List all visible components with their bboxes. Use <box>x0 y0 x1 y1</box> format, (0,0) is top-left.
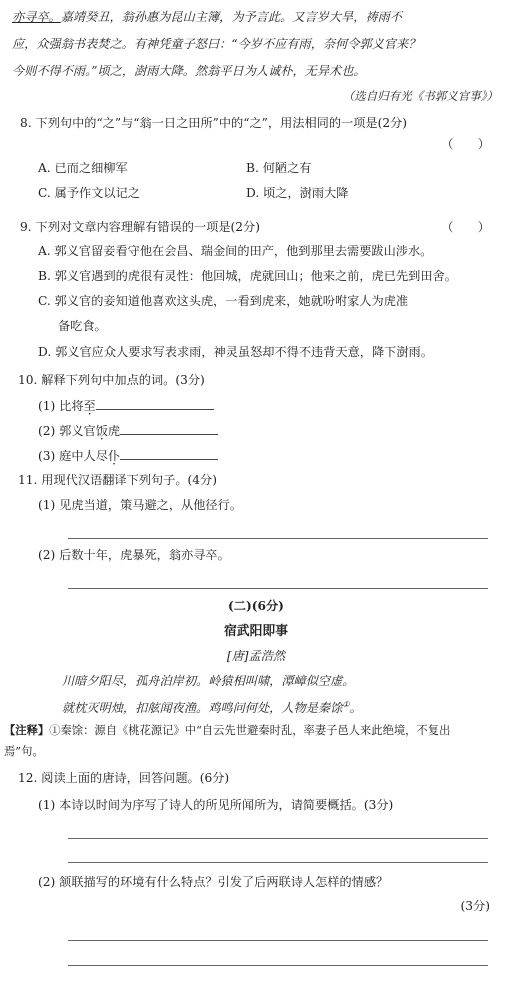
note-label: 【注释】 <box>4 723 50 737</box>
answer-blank[interactable] <box>120 422 218 435</box>
q10-item-3: (3) 庭中人尽仆 <box>38 447 218 464</box>
poem-title: 宿武阳即事 <box>224 624 288 639</box>
answer-blank[interactable] <box>120 447 218 460</box>
answer-line[interactable] <box>68 588 488 589</box>
answer-line[interactable] <box>68 965 488 966</box>
answer-line[interactable] <box>68 838 488 839</box>
answer-line[interactable] <box>68 862 488 863</box>
section-heading: (二)(6分) <box>228 599 284 613</box>
q8-option-b: B. 何陋之有 <box>246 161 312 175</box>
q8-stem: 8. 下列句中的“之”与“翁一日之田所”中的“之”，用法相同的一项是(2分) <box>20 116 408 130</box>
q8-option-d: D. 顷之，澍雨大降 <box>246 186 349 200</box>
q9-stem: 9. 下列对文章内容理解有错误的一项是(2分) <box>20 220 260 234</box>
passage-line-2: 应，众强翁书表焚之。有神凭童子怒曰：“今岁不应有雨，奈何令郭义官来？ <box>12 37 421 51</box>
poem-note: 【注释】①秦馀：源自《桃花源记》中“自云先世避秦时乱，率妻子邑人来此绝境，不复出 <box>4 723 451 737</box>
passage-underlined-text: 亦寻卒。 <box>12 10 61 24</box>
passage-line-1 <box>12 9 402 25</box>
q9-option-b: B. 郭义官遇到的虎很有灵性：他回城，虎就回山；他来之前，虎已先到田舍。 <box>38 269 457 283</box>
q8-option-a: A. 已而之细柳军 <box>38 161 128 175</box>
answer-blank[interactable] <box>96 397 214 410</box>
passage-text: 嘉靖癸丑，翁孙惠为昆山主簿，为予言此。又言岁大旱，祷雨不 <box>60 10 402 24</box>
q12-stem: 12. 阅读上面的唐诗，回答问题。(6分) <box>18 771 230 785</box>
q12-item-2: (2) 颔联描写的环境有什么特点？引发了后两联诗人怎样的情感？ <box>38 875 389 889</box>
dotted-word: 仆 <box>107 449 121 463</box>
q12-item-2-score: (3分) <box>460 899 490 913</box>
q11-item-1: (1) 见虎当道，策马避之，从他径行。 <box>38 498 242 512</box>
q10-stem: 10. 解释下列句中加点的词。(3分) <box>18 373 205 387</box>
q12-item-1: (1) 本诗以时间为序写了诗人的所见所闻所为，请简要概括。(3分) <box>38 798 394 812</box>
footnote-mark: ① <box>342 700 350 709</box>
q8-option-c: C. 属予作文以记之 <box>38 186 140 200</box>
poem-line-1: 川暗夕阳尽，孤舟泊岸初。岭猿相叫啸，潭嶂似空虚。 <box>62 674 355 688</box>
poem-note-cont: 焉”句。 <box>4 745 44 758</box>
q10-item-2: (2) 郭义官饭虎 <box>38 422 218 439</box>
q8-answer-paren: （ ） <box>441 137 490 151</box>
q10-item-1: (1) 比将至 <box>38 397 214 414</box>
dotted-word: 至 <box>83 399 96 413</box>
q11-stem: 11. 用现代汉语翻译下列句子。(4分) <box>18 473 217 487</box>
passage-source: （选自归有光《书郭义官事》） <box>342 89 498 103</box>
dotted-word: 饭 <box>95 424 108 438</box>
poem-author: [唐]孟浩然 <box>226 649 286 663</box>
q9-answer-paren: （ ） <box>441 220 490 234</box>
passage-line-3: 今则不得不雨。”顷之，澍雨大降。然翁平日为人诚朴，无异术也。 <box>12 64 366 78</box>
q9-option-c-cont: 备吃食。 <box>58 319 107 333</box>
q9-option-d: D. 郭义官应众人要求写表求雨，神灵虽怒却不得不违背天意，降下澍雨。 <box>38 345 433 359</box>
answer-line[interactable] <box>68 940 488 941</box>
poem-line-2: 就枕灭明烛，扣舷闻夜渔。鸡鸣问何处，人物是秦馀①。 <box>62 700 362 716</box>
q9-option-a: A. 郭义官留妾看守他在会昌、瑞金间的田产，他到那里去需要跋山涉水。 <box>38 244 433 258</box>
answer-line[interactable] <box>68 538 488 539</box>
q11-item-2: (2) 后数十年，虎暴死，翁亦寻卒。 <box>38 548 230 562</box>
q9-option-c: C. 郭义官的妾知道他喜欢这头虎，一看到虎来，她就吩咐家人为虎准 <box>38 294 409 308</box>
